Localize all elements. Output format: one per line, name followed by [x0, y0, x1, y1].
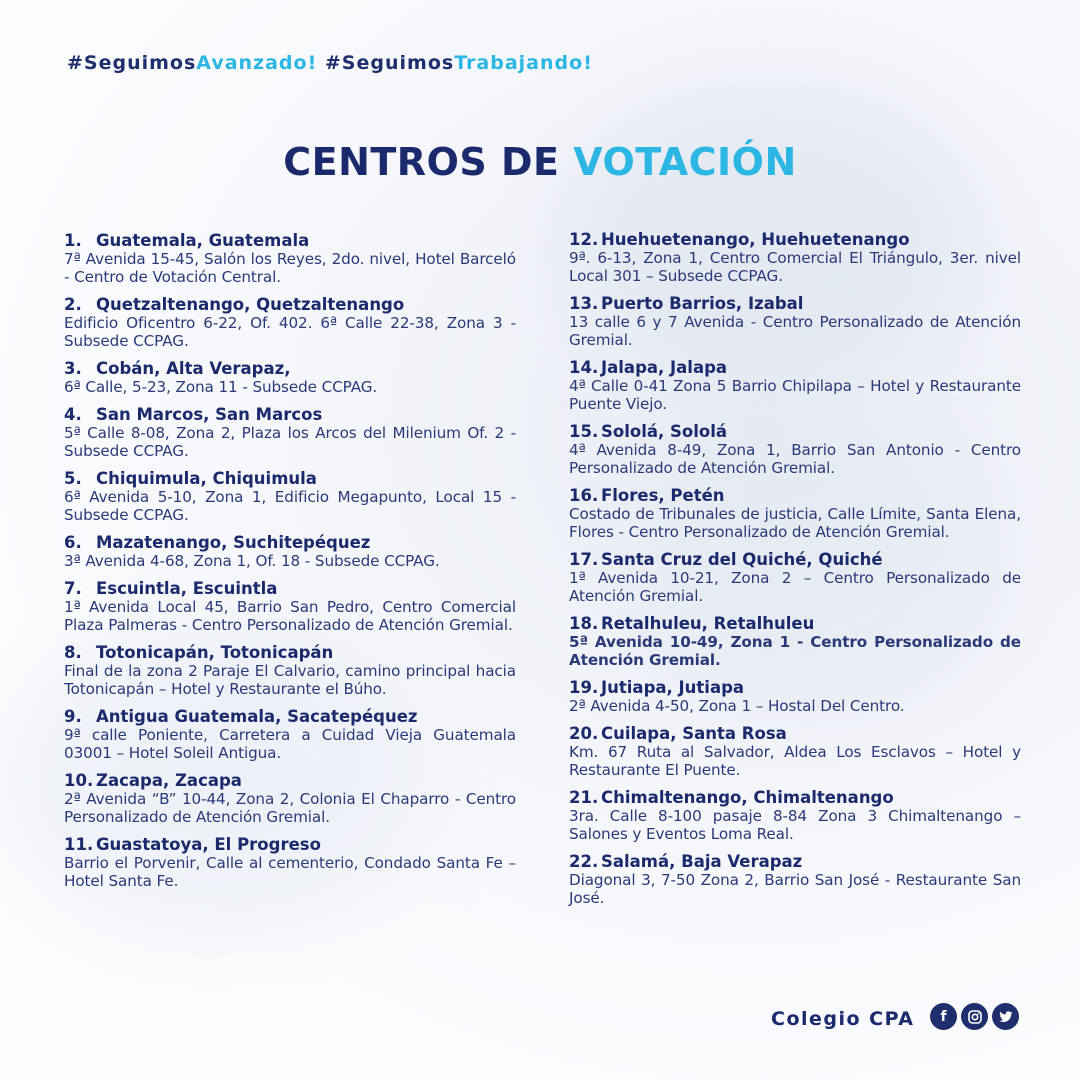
voting-center-item [64, 406, 516, 460]
voting-center-heading [569, 359, 1021, 377]
item-number: 6. [64, 533, 82, 552]
item-number: 7. [64, 579, 82, 598]
voting-center-heading [64, 470, 516, 488]
item-place: Escuintla, Escuintla [96, 579, 278, 598]
item-address: 6ª Avenida 5-10, Zona 1, Edificio Megapunto, Local 15 - Subsede CCPAG. [64, 488, 516, 524]
item-place: Retalhuleu, Retalhuleu [601, 614, 815, 633]
voting-center-item [64, 360, 516, 396]
voting-center-item [64, 644, 516, 698]
voting-center-heading [64, 360, 516, 378]
voting-center-heading [64, 644, 516, 662]
item-place: Jalapa, Jalapa [601, 358, 728, 377]
voting-center-item [569, 679, 1021, 715]
voting-center-item [64, 580, 516, 634]
item-address: 9ª. 6-13, Zona 1, Centro Comercial El Triángulo, 3er. nivel Local 301 – Subsede CCPAG. [569, 249, 1021, 285]
voting-center-heading [569, 725, 1021, 743]
item-address: Final de la zona 2 Paraje El Calvario, camino principal hacia Totonicapán – Hotel y Restaurante el Búho. [64, 662, 516, 698]
voting-center-item [569, 359, 1021, 413]
item-number: 2. [64, 295, 82, 314]
voting-center-item [569, 725, 1021, 779]
item-place: Cobán, Alta Verapaz, [96, 359, 291, 378]
voting-center-item [64, 232, 516, 286]
item-place: Guastatoya, El Progreso [96, 835, 321, 854]
item-place: Antigua Guatemala, Sacatepéquez [96, 707, 418, 726]
item-address: 1ª Avenida 10-21, Zona 2 – Centro Personalizado de Atención Gremial. [569, 569, 1021, 605]
item-number: 17. [569, 550, 599, 569]
item-address: 5ª Calle 8-08, Zona 2, Plaza los Arcos del Milenium Of. 2 - Subsede CCPAG. [64, 424, 516, 460]
item-number: 3. [64, 359, 82, 378]
voting-center-item [569, 295, 1021, 349]
item-place: Jutiapa, Jutiapa [601, 678, 745, 697]
hashtag-2: #SeguimosTrabajando! [324, 52, 593, 74]
item-place: Zacapa, Zacapa [96, 771, 242, 790]
item-number: 21. [569, 788, 599, 807]
item-number: 8. [64, 643, 82, 662]
voting-center-heading [64, 534, 516, 552]
item-number: 5. [64, 469, 82, 488]
item-place: San Marcos, San Marcos [96, 405, 323, 424]
facebook-icon[interactable]: f [930, 1003, 957, 1030]
item-address: Km. 67 Ruta al Salvador, Aldea Los Esclavos – Hotel y Restaurante El Puente. [569, 743, 1021, 779]
page-title: CENTROS DE VOTACIÓN [283, 140, 797, 184]
social-icons [930, 1003, 1019, 1030]
item-place: Chiquimula, Chiquimula [96, 469, 317, 488]
item-number: 11. [64, 835, 94, 854]
voting-center-heading [569, 231, 1021, 249]
item-address: 7ª Avenida 15-45, Salón los Reyes, 2do. nivel, Hotel Barceló - Centro de Votación Central. [64, 250, 516, 286]
item-address: 1ª Avenida Local 45, Barrio San Pedro, Centro Comercial Plaza Palmeras - Centro Personalizado de Atención Gremial. [64, 598, 516, 634]
voting-center-item [569, 551, 1021, 605]
voting-center-item [569, 615, 1021, 669]
item-address: 4ª Avenida 8-49, Zona 1, Barrio San Antonio - Centro Personalizado de Atención Gremial. [569, 441, 1021, 477]
item-address: Diagonal 3, 7-50 Zona 2, Barrio San José - Restaurante San José. [569, 871, 1021, 907]
item-number: 13. [569, 294, 599, 313]
item-address: Barrio el Porvenir, Calle al cementerio, Condado Santa Fe – Hotel Santa Fe. [64, 854, 516, 890]
item-number: 1. [64, 231, 82, 250]
voting-center-item [64, 470, 516, 524]
item-address: 9ª calle Poniente, Carretera a Cuidad Vieja Guatemala 03001 – Hotel Soleil Antigua. [64, 726, 516, 762]
voting-center-heading [569, 853, 1021, 871]
item-address: 3ª Avenida 4-68, Zona 1, Of. 18 - Subsede CCPAG. [64, 552, 440, 570]
item-address: Costado de Tribunales de justicia, Calle Límite, Santa Elena, Flores - Centro Personalizado de Atención Gremial. [569, 505, 1021, 541]
item-place: Mazatenango, Suchitepéquez [96, 533, 371, 552]
voting-center-heading [64, 406, 516, 424]
item-number: 4. [64, 405, 82, 424]
voting-center-heading [64, 232, 516, 250]
voting-center-heading [64, 772, 516, 790]
item-place: Guatemala, Guatemala [96, 231, 310, 250]
item-place: Puerto Barrios, Izabal [601, 294, 804, 313]
voting-center-item [64, 296, 516, 350]
item-place: Chimaltenango, Chimaltenango [601, 788, 894, 807]
voting-center-heading [64, 708, 516, 726]
voting-center-item [569, 487, 1021, 541]
item-place: Flores, Petén [601, 486, 725, 505]
item-address: Edificio Oficentro 6-22, Of. 402. 6ª Calle 22-38, Zona 3 - Subsede CCPAG. [64, 314, 516, 350]
voting-center-item [64, 708, 516, 762]
twitter-icon[interactable] [992, 1003, 1019, 1030]
left-column [64, 232, 516, 900]
instagram-icon[interactable] [961, 1003, 988, 1030]
item-place: Huehuetenango, Huehuetenango [601, 230, 910, 249]
item-number: 12. [569, 230, 599, 249]
voting-center-item [569, 423, 1021, 477]
item-place: Quetzaltenango, Quetzaltenango [96, 295, 405, 314]
item-number: 16. [569, 486, 599, 505]
item-place: Salamá, Baja Verapaz [601, 852, 803, 871]
voting-center-heading [569, 615, 1021, 633]
voting-center-heading [569, 789, 1021, 807]
item-number: 14. [569, 358, 599, 377]
footer-brand-name: Colegio CPA [771, 1008, 915, 1030]
item-address: 2ª Avenida “B” 10-44, Zona 2, Colonia El Chaparro - Centro Personalizado de Atención Gremial. [64, 790, 516, 826]
voting-center-item [569, 231, 1021, 285]
item-address: 6ª Calle, 5-23, Zona 11 - Subsede CCPAG. [64, 378, 378, 396]
item-number: 9. [64, 707, 82, 726]
item-address: 4ª Calle 0-41 Zona 5 Barrio Chipilapa – Hotel y Restaurante Puente Viejo. [569, 377, 1021, 413]
voting-center-item [569, 789, 1021, 843]
item-number: 22. [569, 852, 599, 871]
item-place: Cuilapa, Santa Rosa [601, 724, 787, 743]
voting-center-heading [569, 487, 1021, 505]
voting-center-heading [64, 836, 516, 854]
item-number: 20. [569, 724, 599, 743]
voting-center-item [64, 772, 516, 826]
voting-center-item [569, 853, 1021, 907]
item-number: 10. [64, 771, 94, 790]
voting-center-heading [569, 295, 1021, 313]
hashtag-1: #SeguimosAvanzado! [67, 52, 318, 74]
item-place: Sololá, Sololá [601, 422, 728, 441]
item-place: Santa Cruz del Quiché, Quiché [601, 550, 883, 569]
hashtags [67, 52, 593, 74]
voting-center-heading [569, 423, 1021, 441]
voting-center-heading [569, 551, 1021, 569]
item-address: 5ª Avenida 10-49, Zona 1 - Centro Personalizado de Atención Gremial. [569, 633, 1021, 669]
item-number: 18. [569, 614, 599, 633]
voting-center-heading [569, 679, 1021, 697]
item-address: 13 calle 6 y 7 Avenida - Centro Personalizado de Atención Gremial. [569, 313, 1021, 349]
voting-center-heading [64, 296, 516, 314]
voting-center-item [64, 534, 516, 570]
right-column [569, 231, 1021, 917]
item-address: 2ª Avenida 4-50, Zona 1 – Hostal Del Centro. [569, 697, 905, 715]
voting-center-item [64, 836, 516, 890]
item-place: Totonicapán, Totonicapán [96, 643, 334, 662]
item-number: 15. [569, 422, 599, 441]
item-address: 3ra. Calle 8-100 pasaje 8-84 Zona 3 Chimaltenango – Salones y Eventos Loma Real. [569, 807, 1021, 843]
item-number: 19. [569, 678, 599, 697]
voting-center-heading [64, 580, 516, 598]
